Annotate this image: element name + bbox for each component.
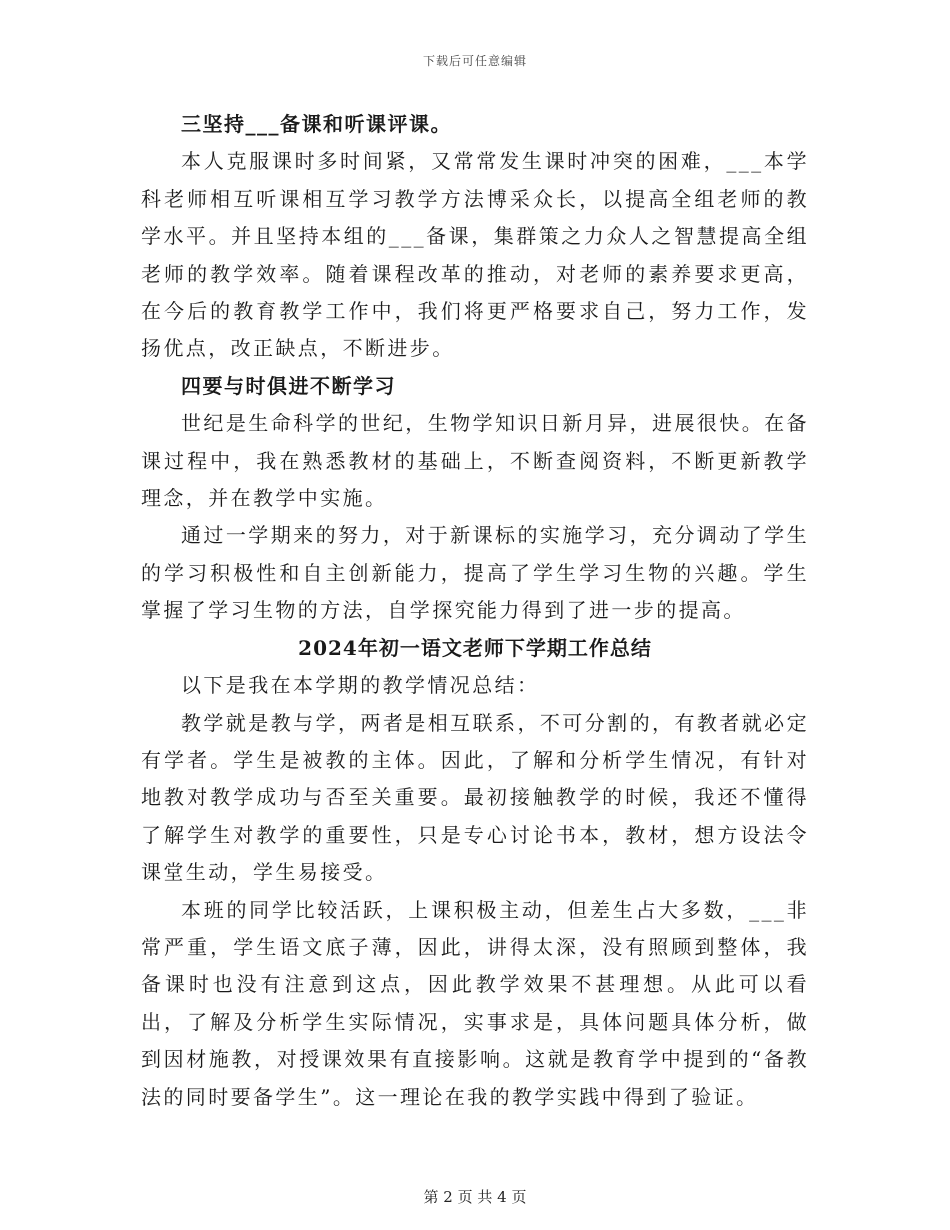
paragraph: 以下是我在本学期的教学情况总结：: [181, 673, 540, 698]
paragraph: 教学就是教与学，两者是相互联系，不可分割的，有教者就必定有学者。学生是被教的主体。因此，了解和分析学生情况，有针对地教对教学成功与否至关重要。最初接触教学的时候，我还不懂得了解学生对教学的重要性，只是专心讨论书本，教材，想方设法令课堂生动，学生易接受。: [141, 710, 809, 885]
paragraph: 本班的同学比较活跃，上课积极主动，但差生占大多数，___非常严重，学生语文底子薄，因此，讲得太深，没有照顾到整体，我备课时也没有注意到这点，因此教学效果不甚理想。从此可以看出，了解及分析学生实际情况，实事求是，具体问题具体分析，做到因材施教，对授课效果有直接影响。这就是教育学中提到的“备教法的同时要备学生”。这一理论在我的教学实践中得到了验证。: [141, 897, 809, 1109]
paragraph: 本人克服课时多时间紧，又常常发生课时冲突的困难，___本学科老师相互听课相互学习教学方法博采众长，以提高全组老师的教学水平。并且坚持本组的___备课，集群策之力众人之智慧提高全组老师的教学效率。随着课程改革的推动，对老师的素养要求更高，在今后的教育教学工作中，我们将更严格要求自己，努力工作，发扬优点，改正缺点，不断进步。: [141, 149, 809, 361]
document-body: [141, 106, 809, 1116]
section-heading-three: 三坚持___备课和听课评课。: [181, 112, 452, 136]
paragraph: 通过一学期来的努力，对于新课标的实施学习，充分调动了学生的学习积极性和自主创新能力，提高了学生学习生物的兴趣。学生掌握了学习生物的方法，自学探究能力得到了进一步的提高。: [141, 523, 809, 623]
section-heading-four: 四要与时俱进不断学习: [181, 373, 396, 398]
paragraph: 世纪是生命科学的世纪，生物学知识日新月异，进展很快。在备课过程中，我在熟悉教材的基础上，不断查阅资料，不断更新教学理念，并在教学中实施。: [141, 411, 809, 511]
page-footer: 第 2 页 共 4 页: [423, 1188, 527, 1206]
page-header: 下载后可任意编辑: [422, 54, 527, 68]
document-title: 2024年初一语文老师下学期工作总结: [298, 635, 652, 660]
